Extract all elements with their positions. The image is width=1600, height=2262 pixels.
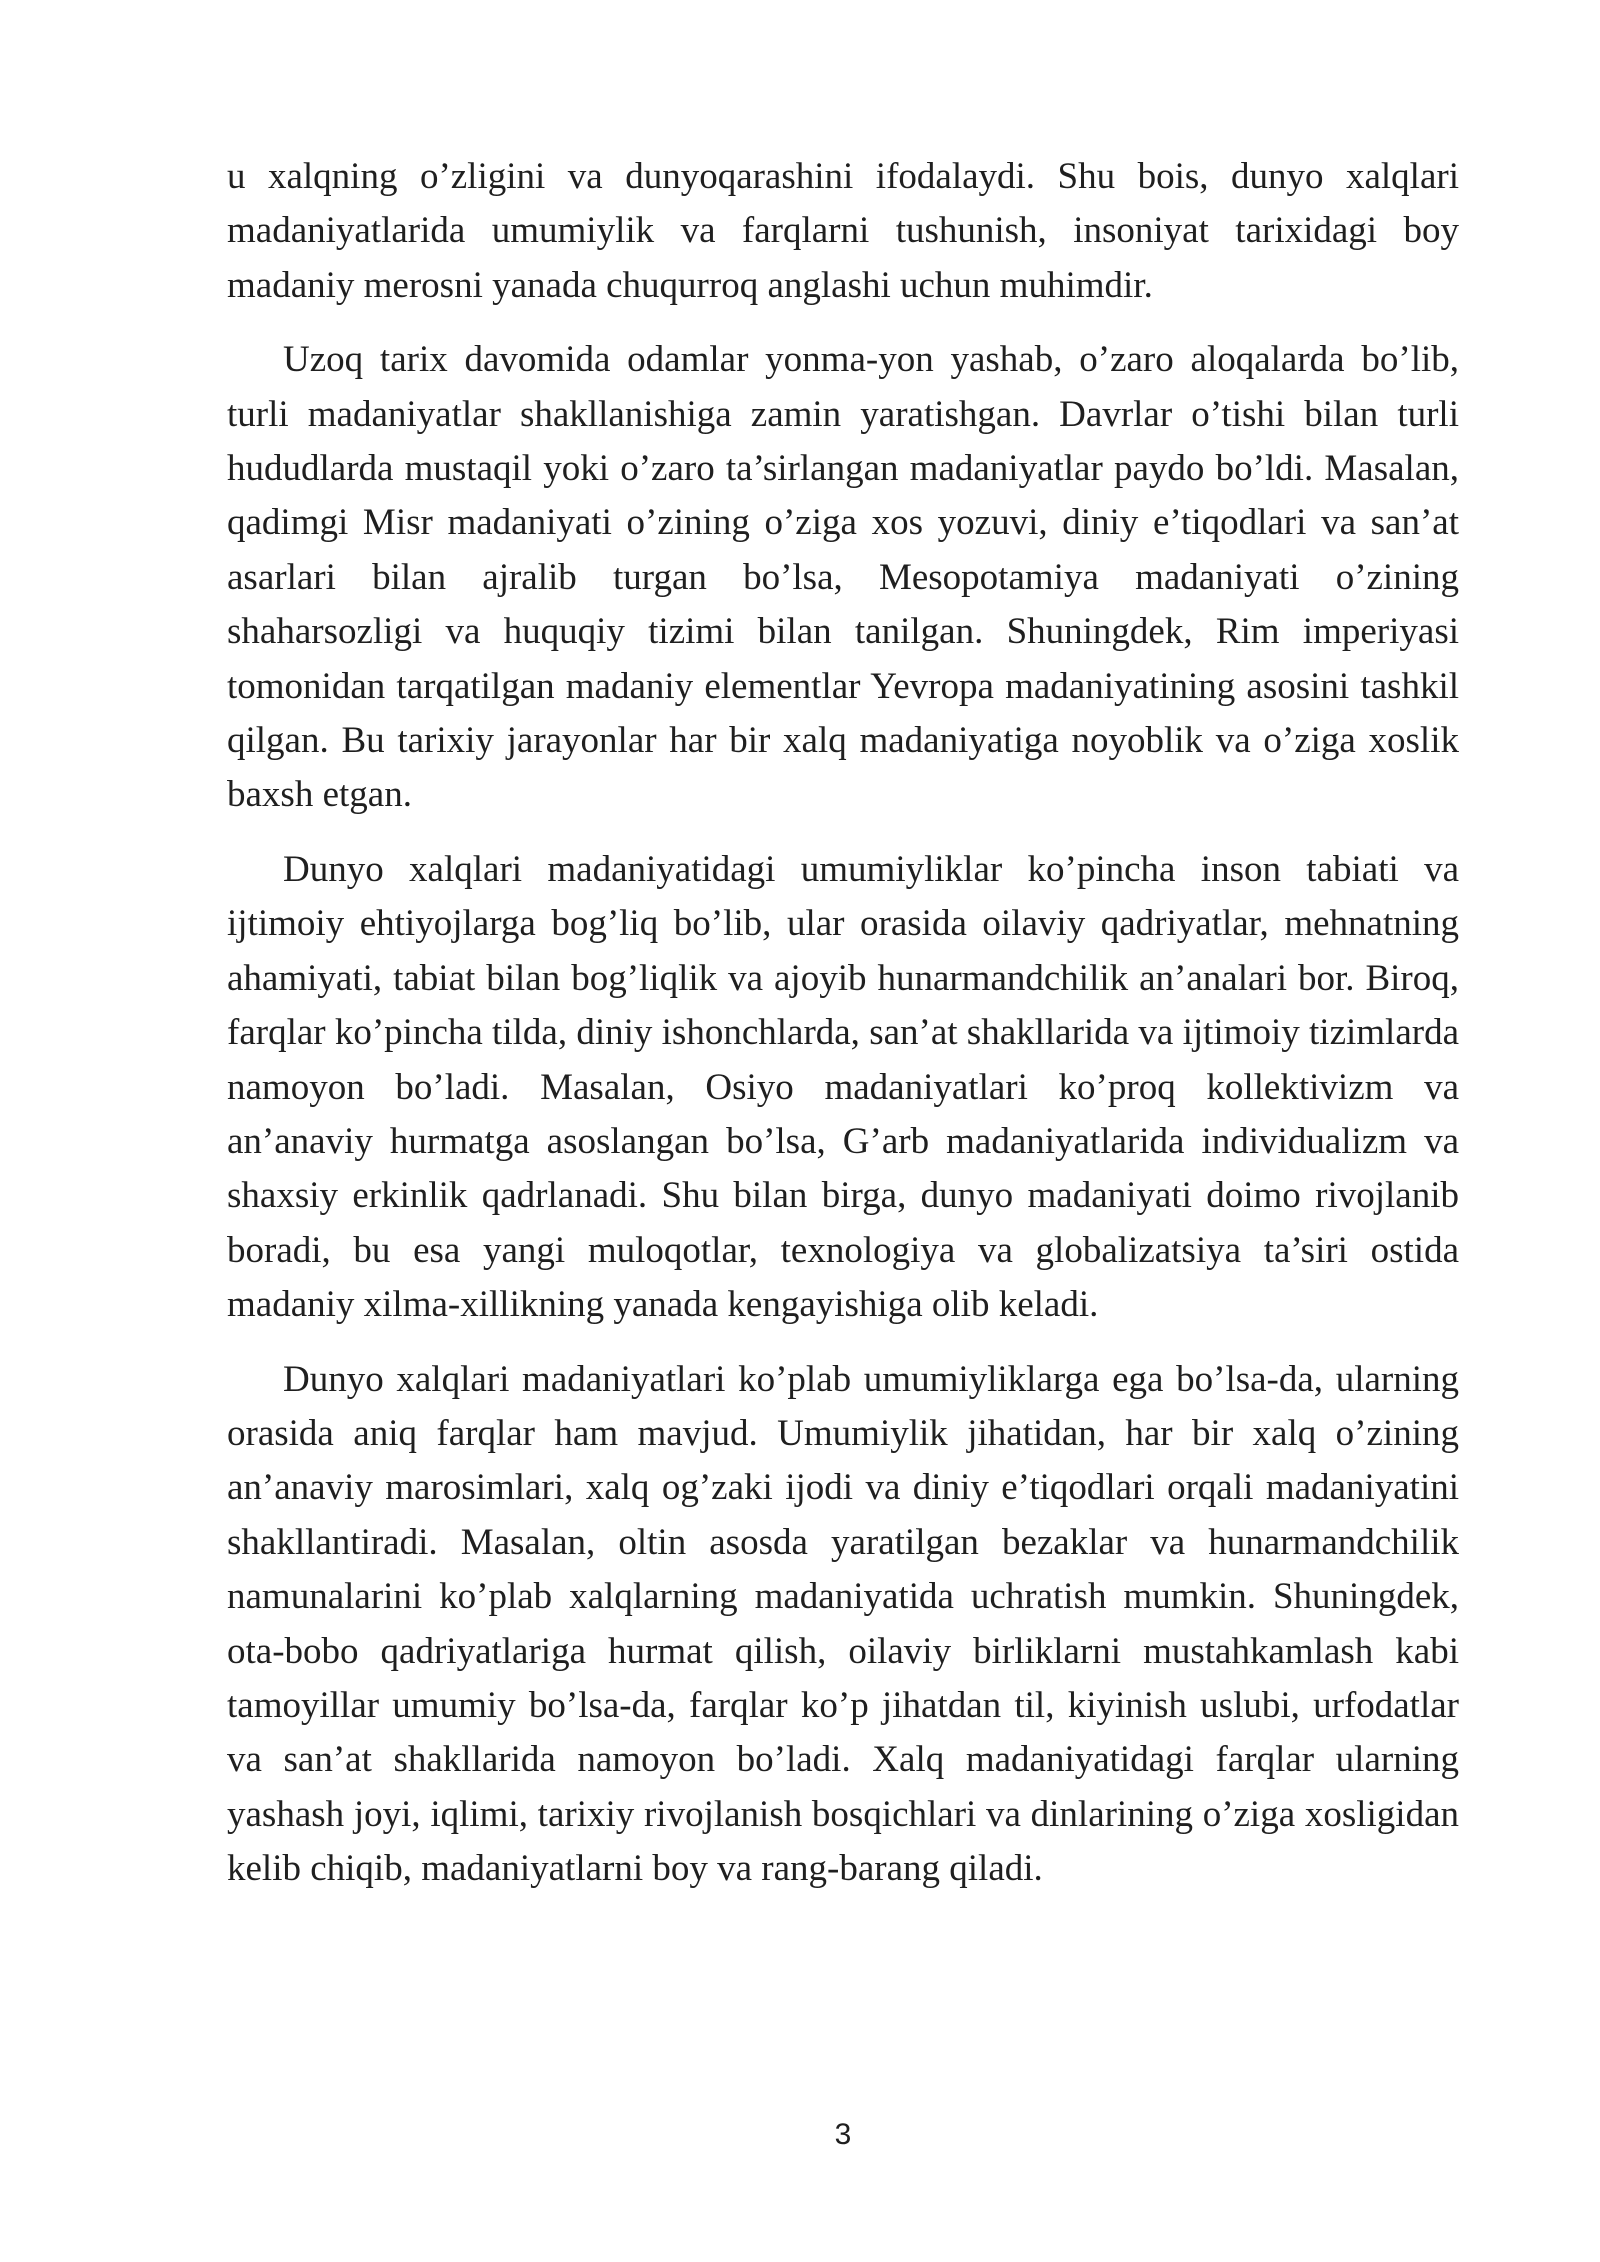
paragraph-4: Dunyo xalqlari madaniyatlari ko’plab umumiyliklarga ega bo’lsa-da, ularning orasida aniq farqlar ham mavjud. Umumiylik jihatidan, har bir xalq o’zining an’anaviy marosimlari, xalq og’zaki ijodi va diniy e’tiqodlari orqali madaniyatini shakllantiradi. Masalan, oltin asosda yaratilgan bezaklar va hunarmandchilik namunalarini ko’plab xalqlarning madaniyatida uchratish mumkin. Shuningdek, ota-bobo qadriyatlariga hurmat qilish, oilaviy birliklarni mustahkamlash kabi tamoyillar umumiy bo’lsa-da, farqlar ko’p jihatdan til, kiyinish uslubi, urfodatlar va san’at shakllarida namoyon bo’ladi. Xalq madaniyatidagi farqlar ularning yashash joyi, iqlimi, tarixiy rivojlanish bosqichlari va dinlarining o’ziga xosligidan kelib chiqib, madaniyatlarni boy va rang-barang qiladi. bbox=[227, 1358, 1459, 1890]
document-page bbox=[227, 150, 1459, 1917]
paragraph-1: u xalqning o’zligini va dunyoqarashini ifodalaydi. Shu bois, dunyo xalqlari madaniyatlarida umumiylik va farqlarni tushunish, insoniyat tarixidagi boy madaniy merosni yanada chuqurroq anglashi uchun muhimdir. bbox=[227, 156, 1459, 306]
page-number: 3 bbox=[834, 2118, 852, 2151]
paragraph-2: Uzoq tarix davomida odamlar yonma-yon yashab, o’zaro aloqalarda bo’lib, turli madaniyatlar shakllanishiga zamin yaratishgan. Davrlar o’tishi bilan turli hududlarda mustaqil yoki o’zaro ta’sirlangan madaniyatlar paydo bo’ldi. Masalan, qadimgi Misr madaniyati o’zining o’ziga xos yozuvi, diniy e’tiqodlari va san’at asarlari bilan ajralib turgan bo’lsa, Mesopotamiya madaniyati o’zining shaharsozligi va huquqiy tizimi bilan tanilgan. Shuningdek, Rim imperiyasi tomonidan tarqatilgan madaniy elementlar Yevropa madaniyatining asosini tashkil qilgan. Bu tarixiy jarayonlar har bir xalq madaniyatiga noyoblik va o’ziga xoslik baxsh etgan. bbox=[227, 339, 1459, 816]
paragraph-3: Dunyo xalqlari madaniyatidagi umumiyliklar ko’pincha inson tabiati va ijtimoiy ehtiyojlarga bog’liq bo’lib, ular orasida oilaviy qadriyatlar, mehnatning ahamiyati, tabiat bilan bog’liqlik va ajoyib hunarmandchilik an’analari bor. Biroq, farqlar ko’pincha tilda, diniy ishonchlarda, san’at shakllarida va ijtimoiy tizimlarda namoyon bo’ladi. Masalan, Osiyo madaniyatlari ko’proq kollektivizm va an’anaviy hurmatga asoslangan bo’lsa, G’arb madaniyatlarida individualizm va shaxsiy erkinlik qadrlanadi. Shu bilan birga, dunyo madaniyati doimo rivojlanib boradi, bu esa yangi muloqotlar, texnologiya va globalizatsiya ta’siri ostida madaniy xilma-xillikning yanada kengayishiga olib keladi. bbox=[227, 848, 1459, 1326]
